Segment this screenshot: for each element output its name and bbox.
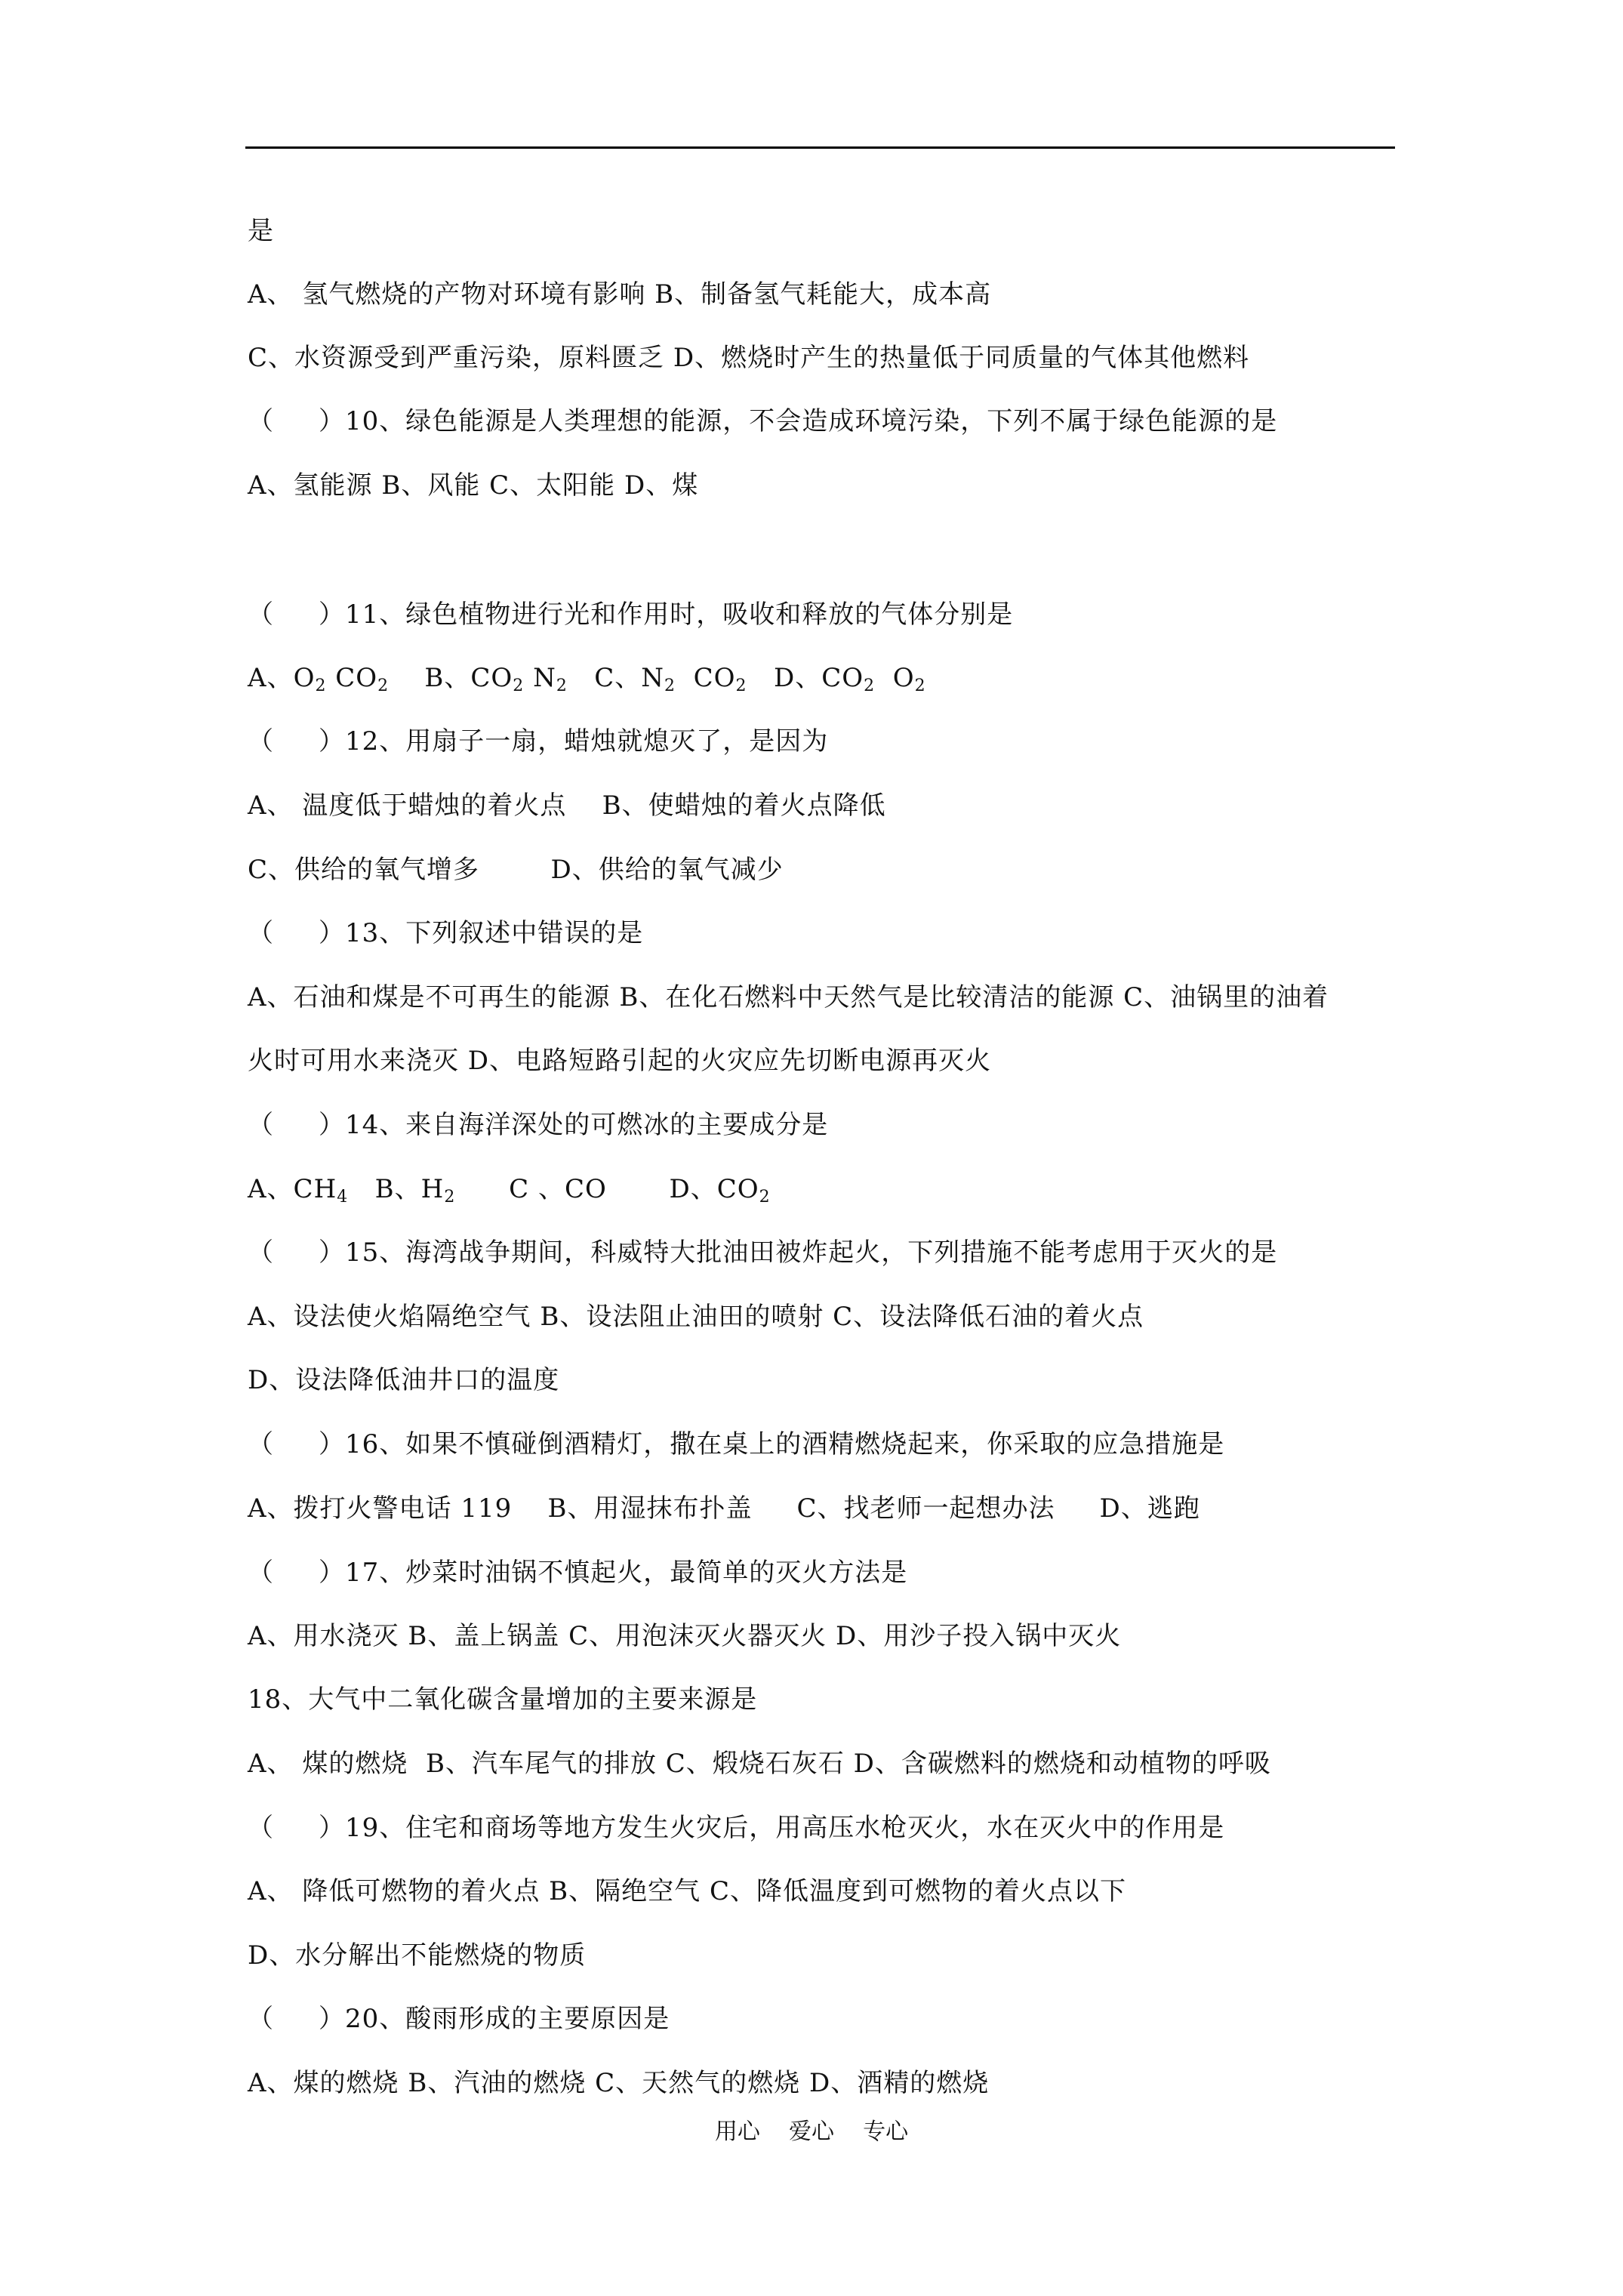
text-line: D、设法降低油井口的温度 [248,1365,560,1395]
text-line: A、煤的燃烧 B、汽油的燃烧 C、天然气的燃烧 D、酒精的燃烧 [248,2068,990,2098]
text-line: （ ）14、来自海洋深处的可燃冰的主要成分是 [248,1110,829,1140]
text-line: （ ）16、如果不慎碰倒酒精灯，撒在桌上的酒精燃烧起来，你采取的应急措施是 [248,1429,1225,1459]
text-line: （ ）11、绿色植物进行光和作用时，吸收和释放的气体分别是 [248,599,1014,630]
text-line: （ ）10、绿色能源是人类理想的能源，不会造成环境污染，下列不属于绿色能源的是 [248,406,1278,436]
text-line: A、氢能源 B、风能 C、太阳能 D、煤 [248,470,699,501]
text-line: （ ）20、酸雨形成的主要原因是 [248,2004,670,2034]
text-line: A、$O_2$ $CO_2$ B、$CO_2$ $N_2$ C、$N_2$ $CO_2$ D、$CO_2$ $O_2$ [248,663,926,695]
text-line: C、供给的氧气增多 D、供给的氧气减少 [248,855,784,885]
text-line: A、 煤的燃烧 B、汽车尾气的排放 C、煅烧石灰石 D、含碳燃料的燃烧和动植物的呼吸 [248,1749,1271,1779]
text-line: 18、大气中二氧化碳含量增加的主要来源是 [248,1684,758,1715]
text-line: （ ）13、下列叙述中错误的是 [248,918,644,948]
text-line: （ ）12、用扇子一扇，蜡烛就熄灭了，是因为 [248,726,829,757]
text-line: 是 [248,216,274,246]
header-rule [245,146,1395,149]
text-line: D、水分解出不能燃烧的物质 [248,1940,587,1971]
text-line: A、 降低可燃物的着火点 B、隔绝空气 C、降低温度到可燃物的着火点以下 [248,1876,1126,1906]
text-line: A、 温度低于蜡烛的着火点 B、使蜡烛的着火点降低 [248,791,886,821]
text-line: A、用水浇灭 B、盖上锅盖 C、用泡沫灭火器灭火 D、用沙子投入锅中灭火 [248,1621,1122,1651]
text-line: A、 氢气燃烧的产物对环境有影响 B、制备氢气耗能大，成本高 [248,279,992,310]
text-line: （ ）17、炒菜时油锅不慎起火，最简单的灭火方法是 [248,1558,908,1588]
text-line: 火时可用水来浇灭 D、电路短路引起的火灾应先切断电源再灭火 [248,1046,992,1076]
text-line: A、$CH_4$ B、$H_2$ C 、CO D、$CO_2$ [248,1174,771,1207]
text-line: A、设法使火焰隔绝空气 B、设法阻止油田的喷射 C、设法降低石油的着火点 [248,1302,1144,1332]
text-line: A、石油和煤是不可再生的能源 B、在化石燃料中天然气是比较清洁的能源 C、油锅里的油着 [248,982,1329,1012]
text-line: （ ）15、海湾战争期间，科威特大批油田被炸起火，下列措施不能考虑用于灭火的是 [248,1237,1278,1268]
text-line: C、水资源受到严重污染，原料匮乏 D、燃烧时产生的热量低于同质量的气体其他燃料 [248,343,1250,373]
text-line: A、拨打火警电话 119 B、用湿抹布扑盖 C、找老师一起想办法 D、逃跑 [248,1493,1200,1524]
text-line: （ ）19、住宅和商场等地方发生火灾后，用高压水枪灭火，水在灭火中的作用是 [248,1813,1225,1843]
page-footer: 用心 爱心 专心 [714,2119,909,2145]
